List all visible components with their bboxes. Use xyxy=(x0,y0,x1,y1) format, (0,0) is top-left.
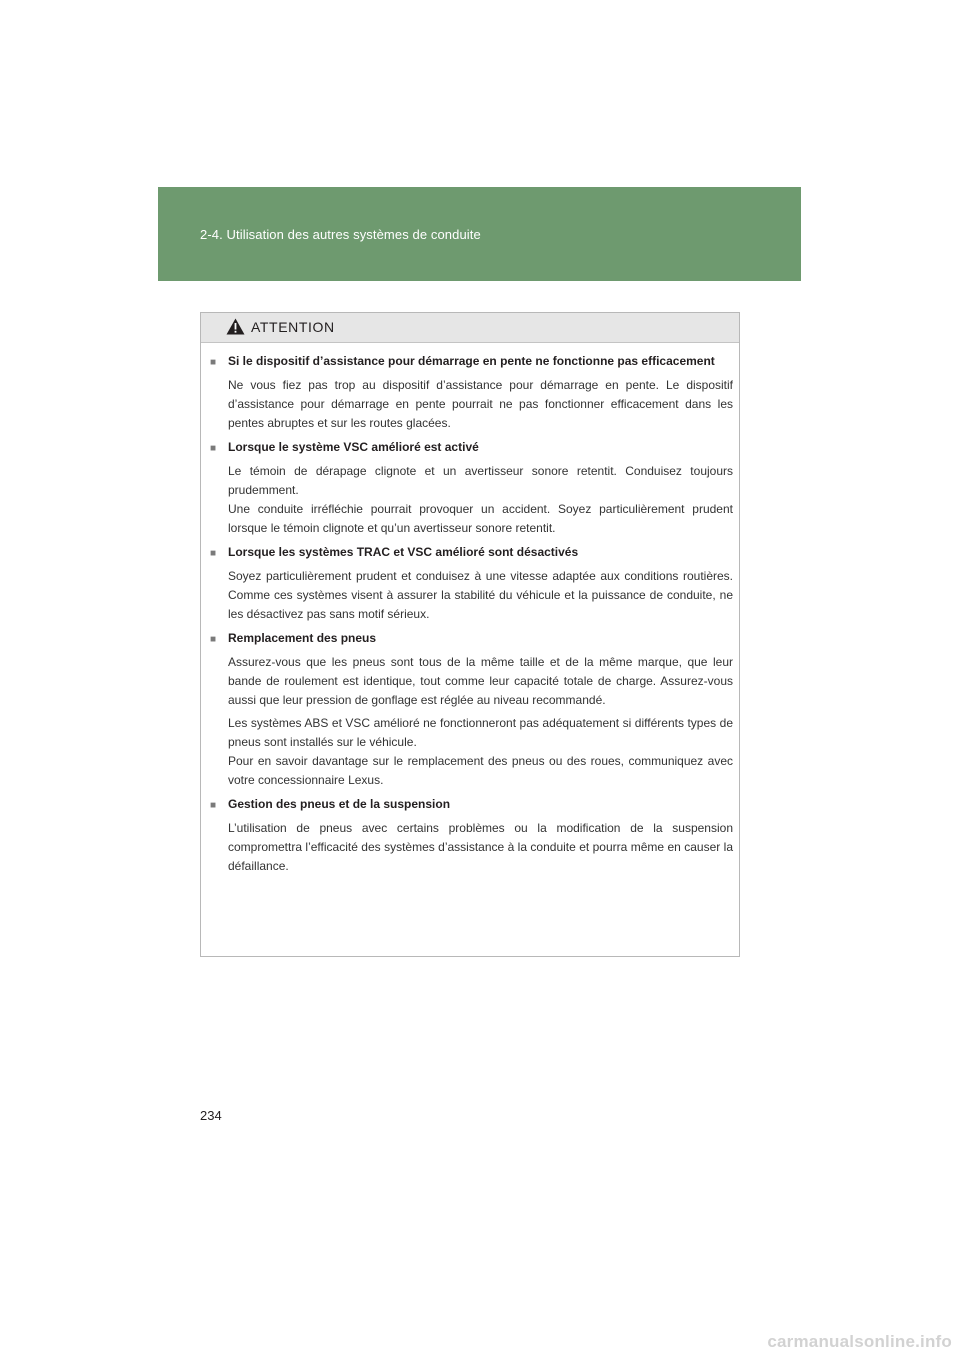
warning-header xyxy=(201,313,739,343)
section-title: ■ Lorsque les systèmes TRAC et VSC amélioré sont désactivés xyxy=(210,543,733,563)
square-bullet-icon: ■ xyxy=(210,548,217,559)
warning-title: ATTENTION xyxy=(251,319,335,335)
paragraph: L’utilisation de pneus avec certains problèmes ou la modification de la suspension compromettra l’efficacité des systèmes d’assistance à la conduite et pourra même en causer la défaillance. xyxy=(228,821,733,873)
paragraph: Assurez-vous que les pneus sont tous de la même taille et de la même marque, que leur bande de roulement est identique, tout comme leur capacité totale de charge. Assurez-vous aussi que leur pression de gonflage est réglée au niveau recommandé. xyxy=(228,655,733,707)
header-band xyxy=(158,187,801,281)
warning-triangle-icon xyxy=(226,318,245,335)
square-bullet-icon: ■ xyxy=(210,357,217,368)
square-bullet-icon: ■ xyxy=(210,800,217,811)
paragraph: Les systèmes ABS et VSC amélioré ne fonctionneront pas adéquatement si différents types de pneus sont installés sur le véhicule. xyxy=(228,716,733,749)
warning-section xyxy=(210,543,733,624)
section-breadcrumb: 2-4. Utilisation des autres systèmes de conduite xyxy=(200,227,481,242)
warning-content xyxy=(201,343,739,876)
square-bullet-icon: ■ xyxy=(210,443,217,454)
warning-box xyxy=(200,312,740,957)
watermark: carmanualsonline.info xyxy=(767,1332,952,1351)
paragraph: Soyez particulièrement prudent et conduisez à une vitesse adaptée aux conditions routières. Comme ces systèmes visent à assurer la stabilité du véhicule et la puissance de conduite, ne les désactivez pas sans motif sérieux. xyxy=(228,569,733,621)
warning-section xyxy=(210,795,733,876)
page-number: 234 xyxy=(200,1108,222,1123)
warning-section xyxy=(210,438,733,538)
section-title: ■ Remplacement des pneus xyxy=(210,629,733,649)
warning-section xyxy=(210,629,733,790)
paragraph: Le témoin de dérapage clignote et un avertisseur sonore retentit. Conduisez toujours prudemment. xyxy=(228,464,733,497)
paragraph: Ne vous fiez pas trop au dispositif d’assistance pour démarrage en pente. Le dispositif d’assistance pour démarrage en pente pourrait ne pas fonctionner efficacement dans les pentes abruptes et sur les routes glacées. xyxy=(228,378,733,430)
section-title: ■ Gestion des pneus et de la suspension xyxy=(210,795,733,815)
warning-section xyxy=(210,352,733,433)
square-bullet-icon: ■ xyxy=(210,634,217,645)
paragraph: Pour en savoir davantage sur le remplacement des pneus ou des roues, communiquez avec votre concessionnaire Lexus. xyxy=(228,754,733,787)
paragraph: Une conduite irréfléchie pourrait provoquer un accident. Soyez particulièrement prudent lorsque le témoin clignote et qu’un avertisseur sonore retentit. xyxy=(228,502,733,535)
section-title: ■ Si le dispositif d’assistance pour démarrage en pente ne fonctionne pas efficacement xyxy=(210,352,733,372)
section-title: ■ Lorsque le système VSC amélioré est activé xyxy=(210,438,733,458)
